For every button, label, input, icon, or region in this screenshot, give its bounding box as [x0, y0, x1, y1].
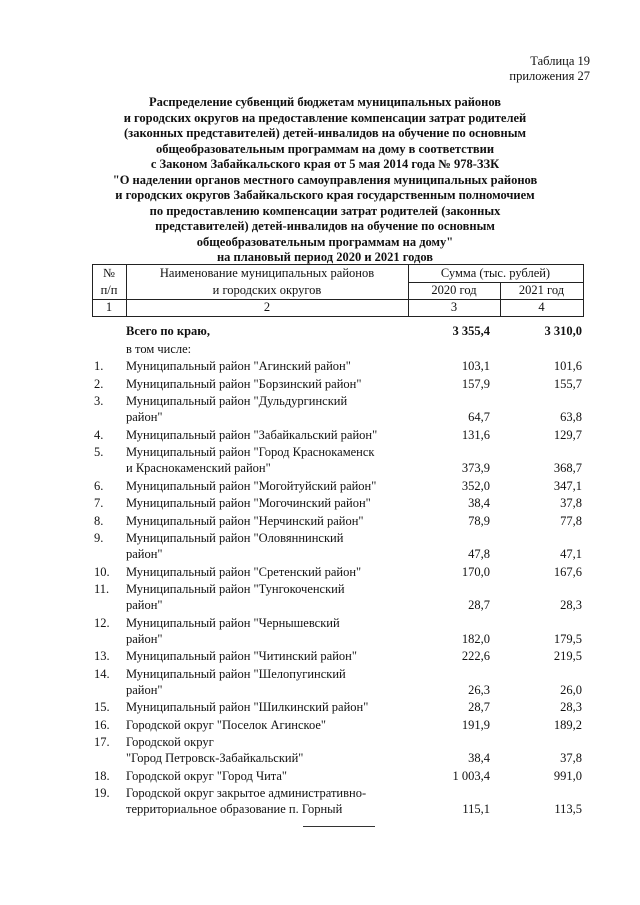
- row-name: [126, 648, 406, 664]
- value-2021: 189,2: [553, 717, 582, 732]
- header-num: [92, 265, 126, 299]
- value-2021: 101,6: [553, 359, 582, 373]
- table-row: [92, 666, 584, 698]
- row-name: [126, 530, 406, 562]
- row-number: 16.: [94, 717, 110, 732]
- value-2021: 63,8: [560, 410, 582, 424]
- row-name-line: Муниципальный район "Шилкинский район": [126, 700, 369, 714]
- title-line: Распределение субвенций бюджетам муниципальных районов: [148, 95, 502, 109]
- value-2020: 191,9: [461, 717, 490, 732]
- value-2021: 47,1: [560, 547, 582, 561]
- header-index-2: 2: [263, 300, 271, 314]
- row-number: 1.: [94, 359, 104, 373]
- table-row: [92, 581, 584, 613]
- row-name-line: Городской округ: [126, 735, 214, 749]
- row-name: [126, 478, 406, 494]
- document-title: [90, 95, 560, 266]
- value-2021: 991,0: [553, 768, 582, 783]
- row-name-line: Муниципальный район "Чернышевский: [126, 615, 340, 630]
- row-name: [126, 376, 406, 392]
- row-name-line: в том числе:: [126, 341, 192, 356]
- title-line: и городских округов на предоставление компенсации затрат родителей: [123, 110, 527, 125]
- value-2021: 347,1: [553, 478, 582, 493]
- title-line: общеобразовательным программам на дому": [196, 234, 454, 249]
- table-row: [92, 785, 584, 817]
- title-line: (законных представителей) детей-инвалидов на обучение по основным: [124, 126, 526, 140]
- table-body: [92, 323, 584, 817]
- appendix-reference: приложения 27: [509, 69, 590, 83]
- value-2021: 179,5: [553, 631, 582, 646]
- row-name: [126, 768, 406, 784]
- row-name: [126, 393, 406, 425]
- row-number: 15.: [94, 700, 110, 714]
- table-row: [92, 358, 584, 374]
- table-row: [92, 376, 584, 392]
- row-name-line: район": [126, 598, 163, 612]
- title-line: общеобразовательным программам на дому в соответствии: [155, 141, 495, 156]
- table-row: [92, 393, 584, 425]
- row-name-line: район": [126, 631, 163, 646]
- distribution-table: [92, 264, 584, 819]
- table-row: [92, 427, 584, 443]
- value-2020: 26,3: [468, 682, 490, 697]
- total-row: [92, 323, 584, 339]
- value-2021: 167,6: [553, 564, 582, 579]
- row-name-line: территориальное образование п. Горный: [126, 802, 343, 816]
- header-2021: 2021 год: [518, 283, 565, 297]
- value-2020: 78,9: [468, 513, 490, 528]
- row-name-line: Муниципальный район "Агинский район": [126, 359, 351, 373]
- table-row: [92, 768, 584, 784]
- row-name-line: Муниципальный район "Город Краснокаменск: [126, 445, 375, 459]
- header-name-line1: Наименование муниципальных районов: [159, 266, 375, 280]
- row-name-line: Муниципальный район "Сретенский район": [126, 564, 362, 579]
- row-name: [126, 699, 406, 715]
- row-name: [126, 513, 406, 529]
- value-2020: 115,1: [462, 802, 490, 816]
- table-reference: [509, 54, 590, 84]
- row-name-line: Муниципальный район "Нерчинский район": [126, 513, 364, 528]
- header-num-line1: №: [103, 266, 115, 280]
- row-name: [126, 358, 406, 374]
- row-name: [126, 666, 406, 698]
- value-2021: 155,7: [553, 376, 582, 391]
- table-header: [92, 264, 584, 317]
- title-line: по предоставлению компенсации затрат родителей (законных: [149, 203, 501, 218]
- header-index-3: 3: [450, 300, 458, 314]
- row-name: [126, 495, 406, 511]
- header-name-line2: и городских округов: [212, 283, 322, 297]
- end-rule: [303, 826, 375, 827]
- title-line: на плановый период 2020 и 2021 годов: [216, 250, 434, 264]
- row-name-line: Муниципальный район "Оловяннинский: [126, 531, 344, 545]
- row-name: [126, 323, 406, 339]
- row-number: 11.: [94, 582, 110, 596]
- value-2020: 103,1: [461, 359, 490, 373]
- title-line: представителей) детей-инвалидов на обучение по основным: [155, 219, 495, 233]
- value-2020: 222,6: [461, 649, 490, 663]
- table-row: [92, 444, 584, 476]
- row-name: [126, 427, 406, 443]
- value-2021: 37,8: [560, 496, 582, 510]
- value-2020: 373,9: [461, 461, 490, 475]
- header-border-right: [583, 265, 584, 317]
- row-name-line: Городской округ закрытое административно-: [126, 786, 367, 800]
- row-number: 18.: [94, 768, 110, 783]
- row-number: 19.: [94, 786, 110, 800]
- title-line: и городских округов Забайкальского края государственным полномочием: [115, 188, 535, 202]
- value-2020: 38,4: [468, 496, 490, 510]
- value-2021: 129,7: [553, 427, 582, 442]
- table-row: [92, 478, 584, 494]
- row-name-line: "Город Петровск-Забайкальский": [126, 751, 304, 765]
- table-row: [92, 564, 584, 580]
- row-name-line: Муниципальный район "Борзинский район": [126, 376, 362, 391]
- row-name: [126, 444, 406, 476]
- table-row: [92, 734, 584, 766]
- table-row: [92, 717, 584, 733]
- row-number: 14.: [94, 666, 110, 681]
- header-line-bottom: [92, 316, 583, 317]
- value-2020: 170,0: [461, 564, 490, 579]
- row-number: 4.: [94, 427, 104, 442]
- row-number: 5.: [94, 445, 104, 459]
- value-2020: 1 003,4: [452, 768, 490, 783]
- row-name: [126, 341, 406, 357]
- table-row: [92, 341, 584, 357]
- row-number: 13.: [94, 649, 110, 663]
- value-2021: 219,5: [553, 649, 582, 663]
- value-2020: 352,0: [461, 478, 490, 493]
- value-2021: 77,8: [560, 513, 582, 528]
- header-2020: 2020 год: [431, 283, 477, 297]
- value-2020: 131,6: [461, 427, 490, 442]
- row-name-line: район": [126, 410, 163, 424]
- row-number: 9.: [94, 531, 104, 545]
- table-row: [92, 699, 584, 715]
- table-row: [92, 648, 584, 664]
- row-name: [126, 564, 406, 580]
- row-name: [126, 717, 406, 733]
- row-number: 12.: [94, 615, 110, 630]
- value-2020: 28,7: [468, 700, 490, 714]
- value-2021: 368,7: [553, 461, 582, 475]
- row-name: [126, 615, 406, 647]
- value-2020: 64,7: [468, 410, 490, 424]
- row-number: 7.: [94, 496, 104, 510]
- row-name-line: Муниципальный район "Могойтуйский район": [126, 478, 377, 493]
- table-number: Таблица 19: [530, 54, 590, 68]
- row-name-line: Муниципальный район "Тунгокоченский: [126, 582, 345, 596]
- title-line: с Законом Забайкальского края от 5 мая 2014 года № 978-ЗЗК: [150, 157, 500, 171]
- value-2021: 3 310,0: [544, 324, 582, 338]
- table-row: [92, 513, 584, 529]
- row-number: 2.: [94, 376, 104, 391]
- row-name-line: Всего по краю,: [126, 324, 210, 338]
- row-number: 17.: [94, 735, 110, 749]
- row-name: [126, 785, 406, 817]
- header-sum: Сумма (тыс. рублей): [440, 266, 551, 280]
- header-index-1: 1: [105, 300, 113, 314]
- row-name-line: Городской округ "Город Чита": [126, 768, 288, 783]
- value-2021: 37,8: [560, 751, 582, 765]
- row-name-line: Муниципальный район "Могочинский район": [126, 496, 371, 510]
- row-name-line: Муниципальный район "Читинский район": [126, 649, 357, 663]
- title-line: "О наделении органов местного самоуправления муниципальных районов: [112, 172, 538, 187]
- value-2020: 38,4: [468, 751, 490, 765]
- value-2020: 157,9: [461, 376, 490, 391]
- value-2021: 28,3: [560, 598, 582, 612]
- value-2020: 182,0: [461, 631, 490, 646]
- row-name-line: Муниципальный район "Дульдургинский: [126, 394, 348, 408]
- header-index-4: 4: [538, 300, 545, 314]
- row-number: 6.: [94, 478, 104, 493]
- row-number: 10.: [94, 564, 110, 579]
- row-name: [126, 734, 406, 766]
- row-name-line: район": [126, 547, 163, 561]
- row-name-line: район": [126, 682, 163, 697]
- row-name-line: и Краснокаменский район": [126, 461, 271, 475]
- row-name: [126, 581, 406, 613]
- table-row: [92, 495, 584, 511]
- table-row: [92, 615, 584, 647]
- value-2020: 28,7: [468, 598, 490, 612]
- header-num-line2: п/п: [100, 283, 118, 297]
- row-number: 8.: [94, 513, 104, 528]
- value-2020: 3 355,4: [452, 324, 490, 338]
- value-2021: 113,5: [554, 802, 582, 816]
- row-number: 3.: [94, 394, 104, 408]
- row-name-line: Муниципальный район "Шелопугинский: [126, 666, 346, 681]
- value-2021: 28,3: [560, 700, 582, 714]
- value-2021: 26,0: [560, 682, 582, 697]
- header-name: [126, 265, 408, 299]
- row-name-line: Муниципальный район "Забайкальский район": [126, 427, 378, 442]
- table-row: [92, 530, 584, 562]
- row-name-line: Городской округ "Поселок Агинское": [126, 717, 327, 732]
- value-2020: 47,8: [468, 547, 490, 561]
